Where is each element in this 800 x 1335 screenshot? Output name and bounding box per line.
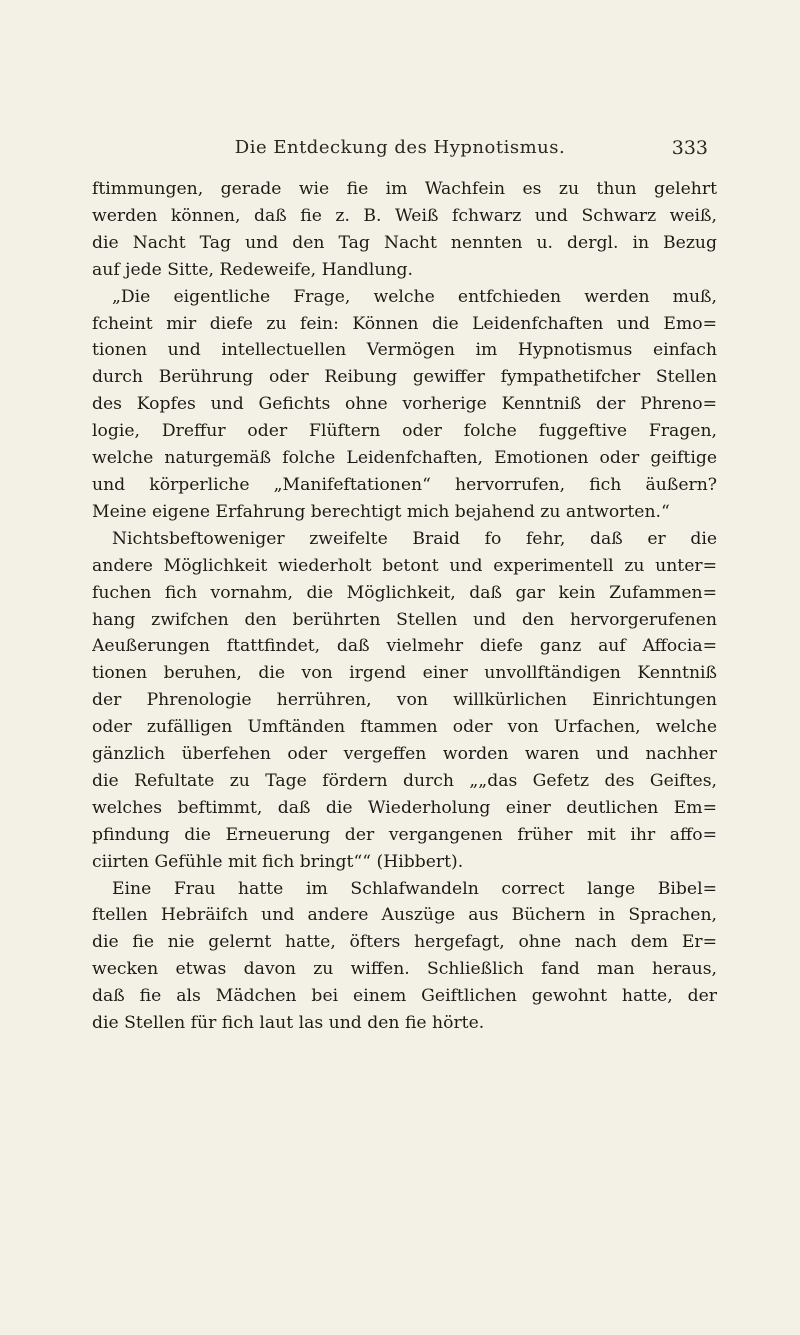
page-number: 333 <box>671 137 708 159</box>
text-line: wecken etwas davon zu wiffen. Schließlich fand man heraus, <box>92 959 717 980</box>
text-line: die fie nie gelernt hatte, öfters hergefagt, ohne nach dem Er= <box>92 932 717 953</box>
text-line: ciirten Gefühle mit fich bringt““ (Hibbert). <box>92 851 464 872</box>
text-line: des Kopfes und Gefichts ohne vorherige Kenntniß der Phreno= <box>92 394 717 415</box>
text-line: daß fie als Mädchen bei einem Geiftlichen gewohnt hatte, der <box>92 986 717 1007</box>
text-line: und körperliche „Manifeftationen“ hervorrufen, fich äußern? <box>92 474 717 495</box>
text-line: welche naturgemäß folche Leidenfchaften, Emotionen oder geiftige <box>92 448 717 469</box>
text-line: die Nacht Tag und den Tag Nacht nennten u. dergl. in Bezug <box>92 232 717 253</box>
text-line: tionen und intellectuellen Vermögen im Hypnotismus einfach <box>92 340 717 361</box>
text-line: Nichtsbeftoweniger zweifelte Braid fo fehr, daß er die <box>112 528 717 549</box>
text-line: „Die eigentliche Frage, welche entfchieden werden muß, <box>112 286 717 307</box>
text-line: auf jede Sitte, Redeweife, Handlung. <box>92 259 413 280</box>
text-line: oder zufälligen Umftänden ftammen oder von Urfachen, welche <box>92 717 717 738</box>
text-line: Eine Frau hatte im Schlafwandeln correct lange Bibel= <box>112 878 717 899</box>
text-line: gänzlich überfehen oder vergeffen worden waren und nachher <box>92 744 717 765</box>
text-line: Meine eigene Erfahrung berechtigt mich bejahend zu antworten.“ <box>92 501 670 522</box>
text-line: logie, Dreffur oder Flüftern oder folche fuggeftive Fragen, <box>92 421 717 442</box>
text-line: die Stellen für fich laut las und den fie hörte. <box>92 1013 485 1034</box>
text-line: pfindung die Erneuerung der vergangenen früher mit ihr affo= <box>92 824 717 845</box>
text-line: hang zwifchen den berührten Stellen und den hervorgerufenen <box>92 609 717 630</box>
text-line: welches beftimmt, daß die Wiederholung einer deutlichen Em= <box>92 797 717 818</box>
running-title: Die Entdeckung des Hypnotismus. <box>234 137 566 158</box>
text-line: andere Möglichkeit wiederholt betont und experimentell zu unter= <box>92 555 717 576</box>
text-line: werden können, daß fie z. B. Weiß fchwarz und Schwarz weiß, <box>92 205 717 226</box>
body-text <box>92 176 717 1037</box>
text-line: ftimmungen, gerade wie fie im Wachfein es zu thun gelehrt <box>92 179 717 199</box>
text-line: fcheint mir diefe zu fein: Können die Leidenfchaften und Emo= <box>92 313 717 334</box>
text-line: fuchen fich vornahm, die Möglichkeit, daß gar kein Zufammen= <box>92 582 717 603</box>
text-line: durch Berührung oder Reibung gewiffer fympathetifcher Stellen <box>92 367 717 388</box>
text-line: Aeußerungen ftattfindet, daß vielmehr diefe ganz auf Affocia= <box>92 636 717 657</box>
text-line: der Phrenologie herrühren, von willkürlichen Einrichtungen <box>92 690 717 711</box>
text-line: die Refultate zu Tage fördern durch „„das Gefetz des Geiftes, <box>92 770 717 791</box>
text-line: ftellen Hebräifch und andere Auszüge aus Büchern in Sprachen, <box>92 905 717 926</box>
text-line: tionen beruhen, die von irgend einer unvollftändigen Kenntniß <box>92 663 717 684</box>
running-head <box>92 137 708 165</box>
